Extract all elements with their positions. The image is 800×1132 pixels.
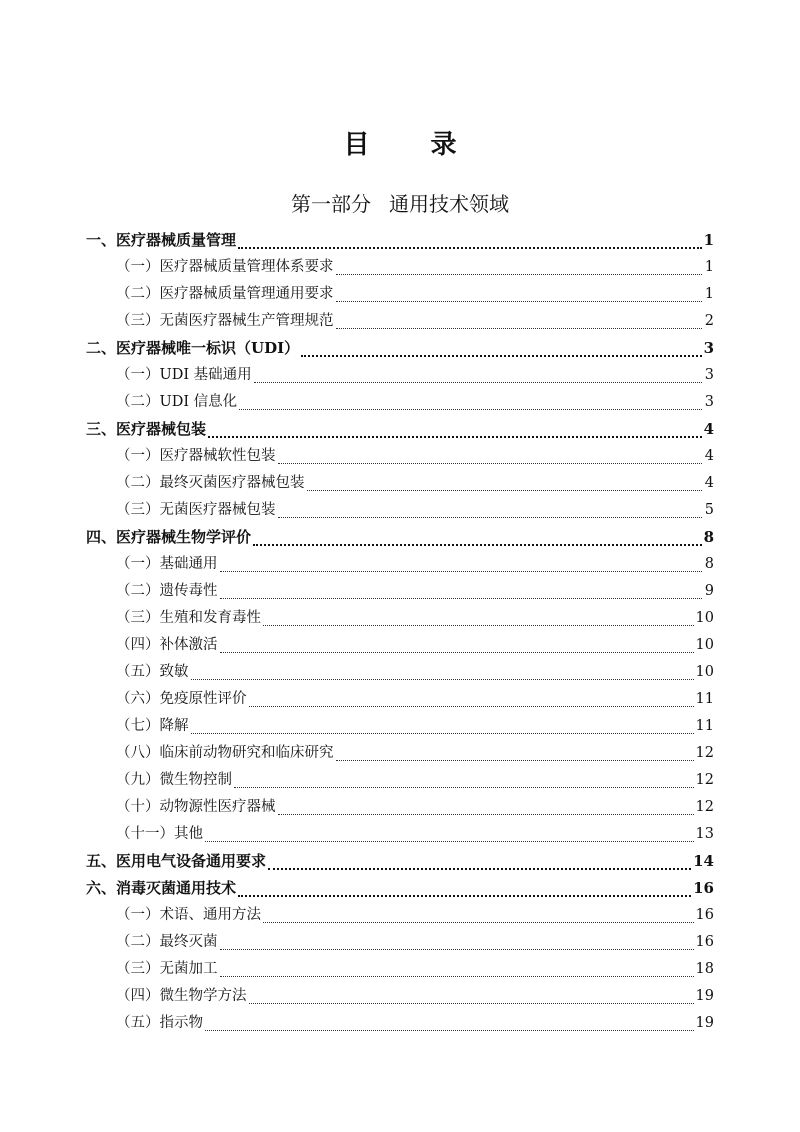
toc-entry-title: （三）生殖和发育毒性 — [116, 610, 261, 626]
toc-entry-title: （二）医疗器械质量管理通用要求 — [116, 286, 334, 302]
toc-entry-page: 4 — [704, 448, 714, 464]
toc-entry-page: 19 — [695, 1015, 714, 1031]
table-of-contents — [86, 227, 714, 1037]
toc-subsection-entry[interactable] — [86, 956, 714, 983]
part-heading — [0, 190, 800, 218]
toc-entry-page: 14 — [693, 852, 714, 870]
toc-entry-title: （九）微生物控制 — [116, 772, 232, 788]
toc-subsection-entry[interactable] — [86, 929, 714, 956]
toc-entry-page: 1 — [703, 231, 714, 249]
toc-leader-dots — [301, 355, 701, 357]
toc-subsection-entry[interactable] — [86, 605, 714, 632]
toc-subsection-entry[interactable] — [86, 578, 714, 605]
toc-leader-dots — [278, 517, 703, 518]
toc-entry-title: （五）致敏 — [116, 664, 189, 680]
toc-entry-title: （一）医疗器械软性包装 — [116, 448, 276, 464]
toc-entry-title: 二、医疗器械唯一标识（UDI） — [86, 339, 300, 357]
toc-section-entry[interactable] — [86, 335, 714, 362]
toc-leader-dots — [220, 949, 694, 950]
toc-entry-page: 10 — [695, 610, 714, 626]
toc-subsection-entry[interactable] — [86, 470, 714, 497]
toc-subsection-entry[interactable] — [86, 254, 714, 281]
toc-subsection-entry[interactable] — [86, 362, 714, 389]
toc-subsection-entry[interactable] — [86, 983, 714, 1010]
toc-entry-title: （二）遗传毒性 — [116, 583, 218, 599]
toc-entry-title: （十）动物源性医疗器械 — [116, 799, 276, 815]
toc-subsection-entry[interactable] — [86, 551, 714, 578]
toc-leader-dots — [234, 787, 694, 788]
toc-entry-title: （三）无菌医疗器械包装 — [116, 502, 276, 518]
toc-subsection-entry[interactable] — [86, 659, 714, 686]
toc-entry-page: 18 — [695, 961, 714, 977]
toc-entry-title: 六、消毒灭菌通用技术 — [86, 879, 237, 897]
toc-leader-dots — [220, 652, 694, 653]
toc-leader-dots — [254, 382, 702, 383]
toc-leader-dots — [191, 679, 694, 680]
toc-leader-dots — [263, 625, 694, 626]
toc-entry-title: 五、医用电气设备通用要求 — [86, 852, 267, 870]
toc-entry-title: （八）临床前动物研究和临床研究 — [116, 745, 334, 761]
toc-leader-dots — [307, 490, 703, 491]
toc-subsection-entry[interactable] — [86, 308, 714, 335]
toc-entry-page: 10 — [695, 664, 714, 680]
toc-entry-title: （五）指示物 — [116, 1015, 203, 1031]
page-title: 目 录 — [343, 130, 483, 160]
toc-entry-page: 5 — [704, 502, 714, 518]
toc-leader-dots — [220, 571, 703, 572]
toc-leader-dots — [239, 409, 702, 410]
toc-section-entry[interactable] — [86, 227, 714, 254]
toc-entry-page: 16 — [695, 934, 714, 950]
toc-section-entry[interactable] — [86, 848, 714, 875]
toc-entry-page: 8 — [704, 556, 714, 572]
toc-leader-dots — [191, 733, 694, 734]
toc-entry-page: 2 — [704, 313, 714, 329]
toc-subsection-entry[interactable] — [86, 497, 714, 524]
toc-entry-page: 13 — [695, 826, 714, 842]
toc-entry-page: 9 — [704, 583, 714, 599]
toc-entry-page: 16 — [693, 879, 714, 897]
toc-leader-dots — [208, 436, 702, 438]
toc-entry-title: （一）术语、通用方法 — [116, 907, 261, 923]
toc-leader-dots — [278, 463, 703, 464]
toc-leader-dots — [263, 922, 694, 923]
toc-entry-title: 三、医疗器械包装 — [86, 420, 207, 438]
toc-entry-title: 一、医疗器械质量管理 — [86, 231, 237, 249]
toc-section-entry[interactable] — [86, 416, 714, 443]
toc-entry-page: 4 — [703, 420, 714, 438]
toc-entry-page: 1 — [704, 259, 714, 275]
toc-leader-dots — [238, 895, 691, 897]
toc-subsection-entry[interactable] — [86, 443, 714, 470]
toc-entry-page: 3 — [704, 367, 714, 383]
toc-entry-title: （六）免疫原性评价 — [116, 691, 247, 707]
toc-entry-title: （四）补体激活 — [116, 637, 218, 653]
toc-entry-page: 3 — [704, 394, 714, 410]
toc-entry-title: （三）无菌加工 — [116, 961, 218, 977]
toc-entry-page: 12 — [695, 745, 714, 761]
toc-leader-dots — [336, 274, 703, 275]
toc-entry-page: 11 — [695, 718, 714, 734]
toc-entry-title: （二）最终灭菌 — [116, 934, 218, 950]
toc-leader-dots — [249, 1003, 694, 1004]
toc-entry-title: （二）UDI 信息化 — [116, 394, 238, 410]
toc-leader-dots — [238, 247, 702, 249]
toc-entry-title: （一）医疗器械质量管理体系要求 — [116, 259, 334, 275]
toc-entry-title: （三）无菌医疗器械生产管理规范 — [116, 313, 334, 329]
toc-leader-dots — [268, 868, 691, 870]
toc-entry-page: 19 — [695, 988, 714, 1004]
toc-section-entry[interactable] — [86, 875, 714, 902]
toc-subsection-entry[interactable] — [86, 632, 714, 659]
toc-leader-dots — [253, 544, 702, 546]
toc-entry-page: 16 — [695, 907, 714, 923]
toc-subsection-entry[interactable] — [86, 713, 714, 740]
part-label: 第一部分 — [291, 192, 371, 216]
toc-entry-title: （一）UDI 基础通用 — [116, 367, 252, 383]
toc-subsection-entry[interactable] — [86, 686, 714, 713]
toc-entry-title: 四、医疗器械生物学评价 — [86, 528, 252, 546]
toc-leader-dots — [278, 814, 694, 815]
toc-entry-page: 8 — [703, 528, 714, 546]
toc-entry-title: （七）降解 — [116, 718, 189, 734]
toc-entry-page: 4 — [704, 475, 714, 491]
toc-subsection-entry[interactable] — [86, 821, 714, 848]
toc-leader-dots — [249, 706, 694, 707]
toc-subsection-entry[interactable] — [86, 902, 714, 929]
toc-leader-dots — [336, 760, 694, 761]
toc-entry-page: 10 — [695, 637, 714, 653]
toc-entry-page: 3 — [703, 339, 714, 357]
part-name: 通用技术领域 — [389, 192, 509, 216]
toc-subsection-entry[interactable] — [86, 281, 714, 308]
toc-leader-dots — [205, 1030, 694, 1031]
toc-subsection-entry[interactable] — [86, 389, 714, 416]
toc-subsection-entry[interactable] — [86, 740, 714, 767]
toc-subsection-entry[interactable] — [86, 794, 714, 821]
toc-leader-dots — [336, 328, 703, 329]
toc-subsection-entry[interactable] — [86, 767, 714, 794]
toc-entry-page: 12 — [695, 799, 714, 815]
toc-leader-dots — [220, 976, 694, 977]
toc-entry-title: （十一）其他 — [116, 826, 203, 842]
toc-entry-title: （四）微生物学方法 — [116, 988, 247, 1004]
toc-entry-title: （一）基础通用 — [116, 556, 218, 572]
toc-leader-dots — [336, 301, 703, 302]
toc-entry-page: 1 — [704, 286, 714, 302]
toc-section-entry[interactable] — [86, 524, 714, 551]
toc-leader-dots — [205, 841, 694, 842]
toc-entry-page: 12 — [695, 772, 714, 788]
toc-entry-page: 11 — [695, 691, 714, 707]
toc-entry-title: （二）最终灭菌医疗器械包装 — [116, 475, 305, 491]
toc-subsection-entry[interactable] — [86, 1010, 714, 1037]
toc-leader-dots — [220, 598, 703, 599]
